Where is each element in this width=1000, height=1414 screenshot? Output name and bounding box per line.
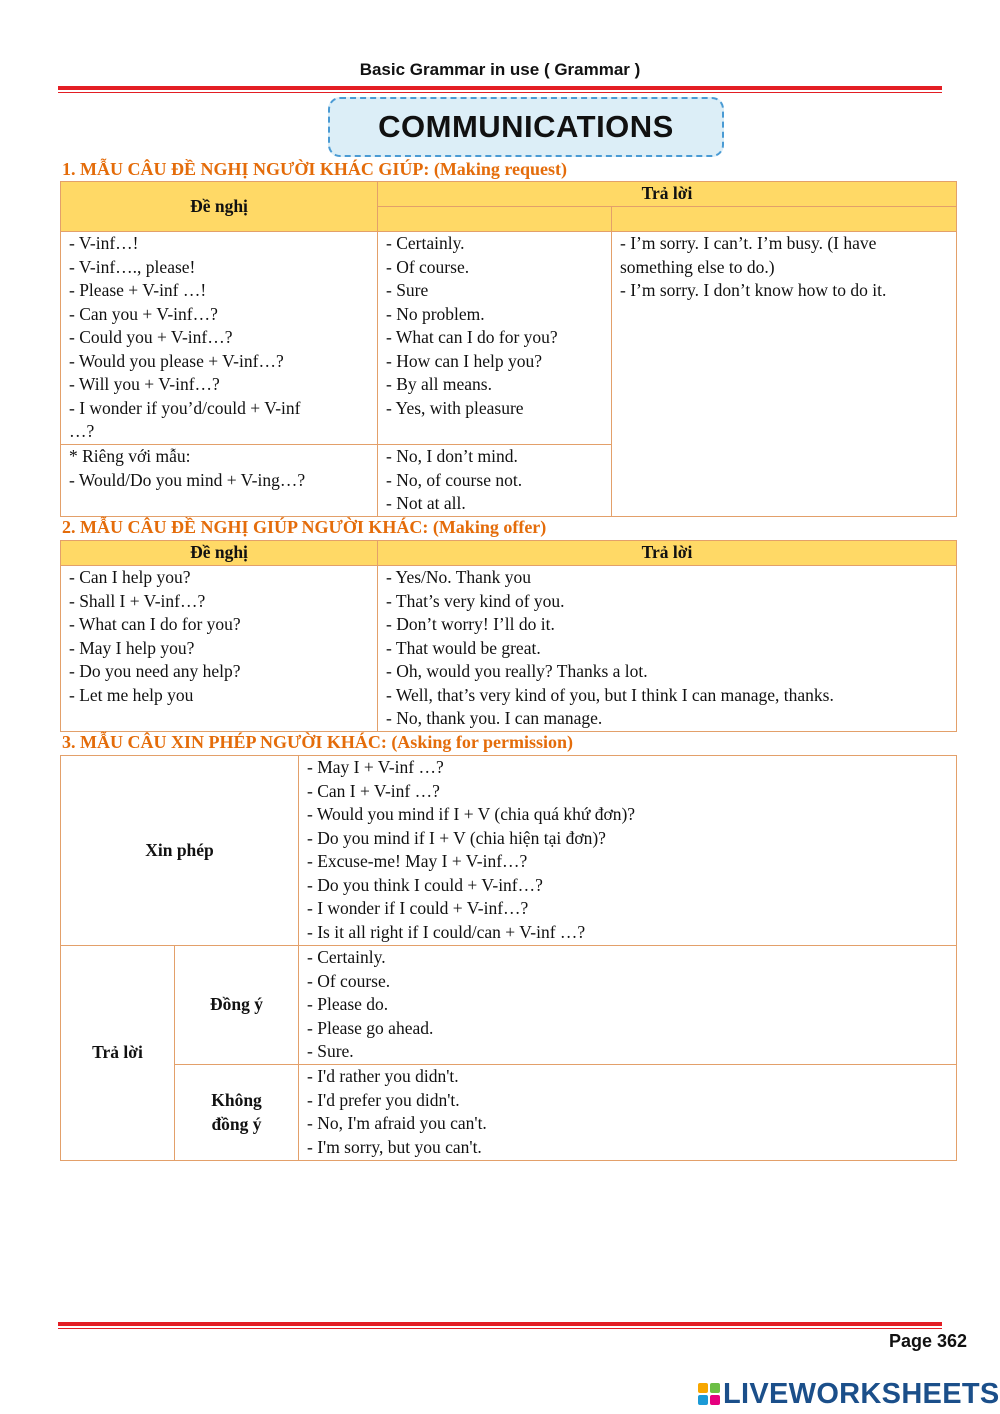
list-item: * Riêng với mẫu:	[69, 446, 191, 466]
list-item: - I’m sorry. I can’t. I’m busy. (I have	[620, 233, 877, 253]
list-item: - Not at all.	[386, 493, 466, 513]
list-item: - Oh, would you really? Thanks a lot.	[386, 661, 648, 681]
section-3-heading: 3. MẪU CÂU XIN PHÉP NGƯỜI KHÁC: (Asking for permission)	[62, 732, 573, 752]
list-item: - How can I help you?	[386, 350, 542, 371]
list-item: - May I help you?	[69, 637, 195, 658]
list-item: - V-inf…!	[69, 233, 139, 253]
list-item: - That would be great.	[386, 637, 541, 658]
list-item: - By all means.	[386, 374, 492, 394]
list-item: - Certainly.	[307, 947, 386, 967]
disagree-label	[175, 1065, 299, 1161]
special-accept-cell	[378, 445, 612, 517]
list-item: - Can I help you?	[69, 567, 191, 587]
offer-responses-cell	[378, 566, 957, 732]
list-item: - Let me help you	[69, 684, 194, 705]
list-item: - No, I'm afraid you can't.	[307, 1113, 487, 1133]
footer-rule	[58, 1322, 942, 1329]
list-item: - Is it all right if I could/can + V-inf …?	[307, 921, 586, 942]
list-item: - Please do.	[307, 994, 389, 1014]
list-item: - Do you think I could + V-inf…?	[307, 874, 543, 895]
list-item: - Can I + V-inf …?	[307, 780, 440, 801]
offer-patterns-cell	[61, 566, 378, 732]
list-item: - Excuse-me! May I + V-inf…?	[307, 851, 528, 871]
section-1-heading: 1. MẪU CÂU ĐỀ NGHỊ NGƯỜI KHÁC GIÚP: (Making request)	[62, 159, 567, 179]
section-2-heading: 2. MẪU CÂU ĐỀ NGHỊ GIÚP NGƯỜI KHÁC: (Making offer)	[62, 517, 547, 537]
list-item: - Certainly.	[386, 233, 465, 253]
list-item: …?	[69, 421, 95, 441]
request-column-header: Đề nghị	[61, 182, 378, 232]
list-item: - Please go ahead.	[307, 1017, 434, 1038]
liveworksheets-logo-icon	[698, 1383, 720, 1405]
list-item: something else to do.)	[620, 256, 775, 277]
list-item: - I'm sorry, but you can't.	[307, 1136, 482, 1157]
list-item: - Don’t worry! I’ll do it.	[386, 614, 555, 634]
list-item: - Do you need any help?	[69, 661, 241, 681]
list-item: - Will you + V-inf…?	[69, 374, 220, 394]
list-item: - V-inf…., please!	[69, 256, 196, 277]
list-item: - Can you + V-inf…?	[69, 303, 218, 324]
disagree-responses-cell	[299, 1065, 957, 1161]
list-item: - Yes, with pleasure	[386, 397, 524, 418]
liveworksheets-brand-text: LIVEWORKSHEETS	[723, 1377, 1000, 1410]
list-item: - I wonder if I could + V-inf…?	[307, 898, 529, 918]
response-column-header: Trả lời	[378, 182, 957, 207]
making-request-table	[60, 181, 957, 517]
list-item: - Could you + V-inf…?	[69, 327, 233, 347]
list-item: - Yes/No. Thank you	[386, 567, 532, 587]
list-item: - What can I do for you?	[386, 327, 558, 347]
ask-permission-patterns-cell	[299, 756, 957, 946]
list-item: - I'd prefer you didn't.	[307, 1089, 460, 1110]
disagree-label-line-1: Không	[211, 1090, 262, 1110]
document-header-title: Basic Grammar in use ( Grammar )	[359, 60, 641, 79]
liveworksheets-logo	[698, 1378, 1000, 1410]
asking-permission-table	[60, 755, 957, 1161]
list-item: - I'd rather you didn't.	[307, 1066, 459, 1086]
ask-permission-label: Xin phép	[61, 756, 299, 946]
list-item: - Sure	[386, 280, 429, 300]
list-item: - I wonder if you’d/could + V-inf	[69, 397, 301, 418]
list-item: - Sure.	[307, 1041, 354, 1061]
communications-banner: COMMUNICATIONS	[328, 97, 724, 157]
page-number: Page 362	[888, 1331, 967, 1351]
list-item: - That’s very kind of you.	[386, 590, 565, 611]
decline-responses-cell	[612, 232, 957, 517]
making-offer-table	[60, 540, 957, 732]
list-item: - Shall I + V-inf…?	[69, 590, 206, 611]
disagree-label-line-2: đồng ý	[211, 1113, 262, 1134]
list-item: - Well, that’s very kind of you, but I think I can manage, thanks.	[386, 684, 834, 705]
list-item: - No problem.	[386, 303, 485, 324]
list-item: - Would you mind if I + V (chia quá khứ đơn)?	[307, 804, 636, 824]
request-patterns-cell	[61, 232, 378, 445]
reply-label: Trả lời	[61, 946, 175, 1161]
list-item: - What can I do for you?	[69, 614, 241, 634]
list-item: - Would you please + V-inf…?	[69, 350, 284, 371]
list-item: - Do you mind if I + V (chia hiện tại đơn)?	[307, 827, 606, 848]
list-item: - Of course.	[307, 970, 391, 991]
agree-responses-cell	[299, 946, 957, 1065]
offer-column-header: Đề nghị	[61, 541, 378, 566]
agree-label: Đồng ý	[175, 946, 299, 1065]
list-item: - No, I don’t mind.	[386, 446, 518, 466]
offer-response-column-header: Trả lời	[378, 541, 957, 566]
special-request-cell	[61, 445, 378, 517]
list-item: - Of course.	[386, 256, 470, 277]
list-item: - No, of course not.	[386, 469, 523, 490]
list-item: - Please + V-inf …!	[69, 280, 207, 300]
list-item: - May I + V-inf …?	[307, 757, 444, 777]
list-item: - No, thank you. I can manage.	[386, 708, 603, 728]
decline-subheader	[612, 207, 957, 232]
accept-responses-cell	[378, 232, 612, 445]
list-item: - I’m sorry. I don’t know how to do it.	[620, 280, 887, 300]
list-item: - Would/Do you mind + V-ing…?	[69, 469, 306, 490]
accept-subheader	[378, 207, 612, 232]
header-rule	[58, 86, 942, 93]
